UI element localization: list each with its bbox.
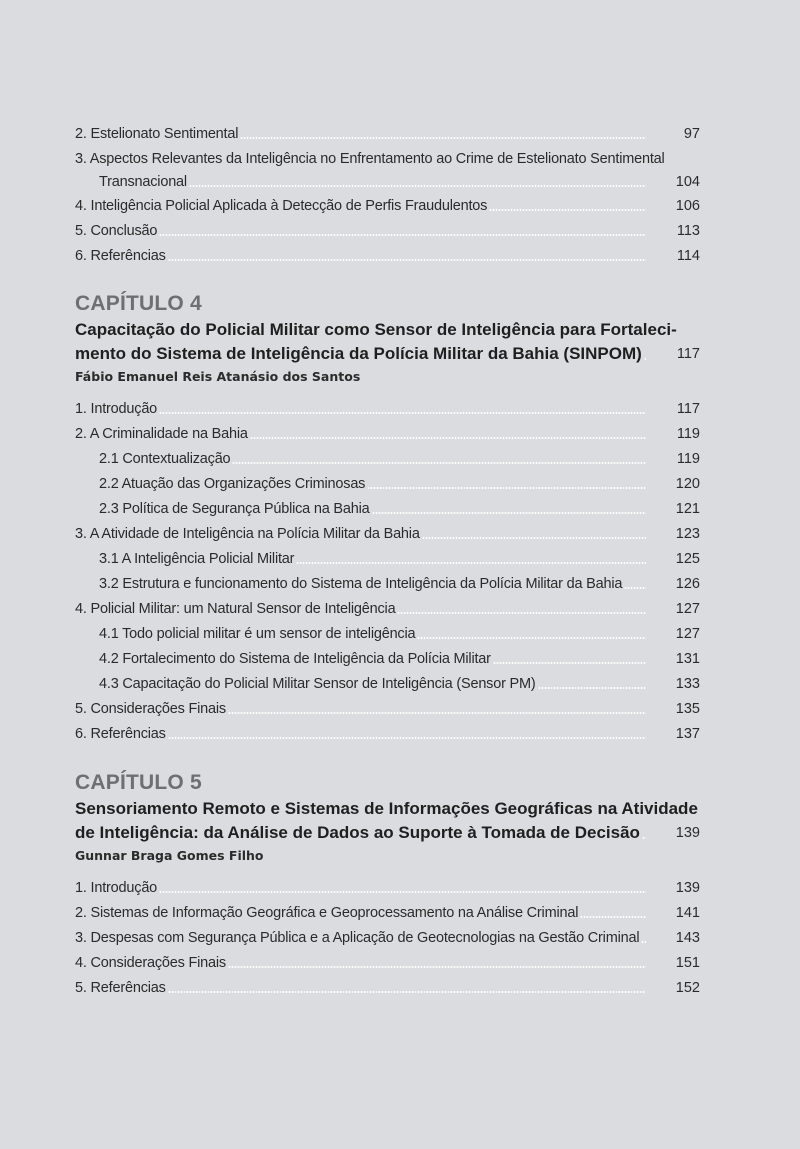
toc-entry-label: 6. Referências bbox=[75, 248, 166, 264]
dot-leader bbox=[624, 587, 646, 589]
toc-entry-label: Transnacional bbox=[99, 174, 187, 190]
dot-leader bbox=[232, 462, 646, 464]
toc-entry-label: 2.2 Atuação das Organizações Criminosas bbox=[99, 476, 366, 492]
toc-subentry[interactable] bbox=[75, 568, 700, 593]
dot-leader bbox=[250, 437, 646, 439]
toc-entry[interactable] bbox=[75, 418, 700, 443]
dot-leader bbox=[489, 209, 646, 211]
toc-entry-page: 97 bbox=[683, 126, 700, 142]
dot-leader bbox=[538, 687, 646, 689]
dot-leader bbox=[580, 916, 646, 918]
toc-subentry[interactable] bbox=[75, 543, 700, 568]
toc-entry[interactable] bbox=[75, 393, 700, 418]
chapter-title[interactable] bbox=[75, 797, 700, 845]
chapter-label: CAPÍTULO 5 bbox=[75, 771, 202, 794]
toc-entry-page: 117 bbox=[676, 401, 700, 417]
toc-entry-label: 1. Introdução bbox=[75, 401, 158, 417]
dot-leader bbox=[641, 941, 646, 943]
toc-entry-page: 143 bbox=[675, 930, 700, 946]
toc-subentry[interactable] bbox=[75, 468, 700, 493]
toc-entry-page: 120 bbox=[675, 476, 700, 492]
dot-leader bbox=[168, 991, 646, 993]
toc-entry-label: 5. Referências bbox=[75, 980, 166, 996]
toc-entry[interactable] bbox=[75, 240, 700, 265]
toc-entry-page: 114 bbox=[676, 248, 700, 264]
toc-entry-page: 133 bbox=[675, 676, 700, 692]
toc-entry[interactable] bbox=[75, 215, 700, 240]
toc-subentry[interactable] bbox=[75, 618, 700, 643]
toc-entry[interactable] bbox=[75, 718, 700, 743]
toc-entry-page: 127 bbox=[675, 601, 700, 617]
toc-entry-label: 5. Considerações Finais bbox=[75, 701, 226, 717]
dot-leader bbox=[159, 234, 646, 236]
toc-entry-label: 6. Referências bbox=[75, 726, 166, 742]
toc-entry-page: 137 bbox=[675, 726, 700, 742]
toc-entry[interactable] bbox=[75, 143, 700, 168]
toc-subentry[interactable] bbox=[75, 643, 700, 668]
toc-entry-page: 104 bbox=[675, 174, 700, 190]
chapter-title-line bbox=[75, 318, 700, 342]
toc-entry-page: 125 bbox=[675, 551, 700, 567]
toc-entry-page: 123 bbox=[675, 526, 700, 542]
dot-leader bbox=[372, 512, 646, 514]
toc-entry-label: 3.2 Estrutura e funcionamento do Sistema de Inteligência da Polícia Militar da Bahia bbox=[99, 576, 623, 592]
dot-leader bbox=[417, 637, 646, 639]
chapter-label: CAPÍTULO 4 bbox=[75, 292, 202, 315]
chapter-title-line bbox=[75, 821, 700, 845]
dot-leader bbox=[228, 712, 646, 714]
chapter-page: 139 bbox=[675, 825, 700, 841]
toc-entry-label: 4. Policial Militar: um Natural Sensor de Inteligência bbox=[75, 601, 396, 617]
chapter-title-text: Capacitação do Policial Militar como Sensor de Inteligência para Fortaleci- bbox=[75, 320, 677, 339]
toc-entry-page: 152 bbox=[675, 980, 700, 996]
toc-entry-label: 1. Introdução bbox=[75, 880, 158, 896]
toc-entry-page: 126 bbox=[675, 576, 700, 592]
toc-entry-page: 106 bbox=[675, 198, 700, 214]
toc-entry-label: 3.1 A Inteligência Policial Militar bbox=[99, 551, 295, 567]
chapter-title-line bbox=[75, 797, 700, 821]
toc-entry[interactable] bbox=[75, 872, 700, 897]
dot-leader bbox=[168, 259, 646, 261]
dot-leader bbox=[644, 358, 646, 360]
chapter-title-text: de Inteligência: da Análise de Dados ao Suporte à Tomada de Decisão bbox=[75, 823, 640, 842]
chapter-author: Fábio Emanuel Reis Atanásio dos Santos bbox=[75, 369, 361, 384]
toc-entry-label: 2. Estelionato Sentimental bbox=[75, 126, 239, 142]
toc-entry-label: 5. Conclusão bbox=[75, 223, 158, 239]
toc-entry[interactable] bbox=[75, 118, 700, 143]
toc-entry-label: 3. Aspectos Relevantes da Inteligência no Enfrentamento ao Crime de Estelionato Sentimental bbox=[75, 151, 665, 167]
dot-leader bbox=[422, 537, 646, 539]
dot-leader bbox=[168, 737, 646, 739]
dot-leader bbox=[159, 412, 646, 414]
toc-entry-page: 119 bbox=[676, 451, 700, 467]
toc-entry-label: 3. Despesas com Segurança Pública e a Aplicação de Geotecnologias na Gestão Criminal bbox=[75, 930, 640, 946]
dot-leader bbox=[159, 891, 646, 893]
toc-subentry[interactable] bbox=[75, 443, 700, 468]
toc-entry-page: 151 bbox=[675, 955, 700, 971]
toc-entry-label: 4.2 Fortalecimento do Sistema de Inteligência da Polícia Militar bbox=[99, 651, 491, 667]
chapter-title[interactable] bbox=[75, 318, 700, 366]
toc-entry-label: 3. A Atividade de Inteligência na Polícia Militar da Bahia bbox=[75, 526, 420, 542]
toc-entry-label: 4. Inteligência Policial Aplicada à Detecção de Perfis Fraudulentos bbox=[75, 198, 488, 214]
toc-entry-label: 4.1 Todo policial militar é um sensor de inteligência bbox=[99, 626, 416, 642]
toc-entry[interactable] bbox=[75, 518, 700, 543]
toc-entry-label: 2.1 Contextualização bbox=[99, 451, 231, 467]
toc-subentry[interactable] bbox=[75, 668, 700, 693]
toc-entry-label: 4. Considerações Finais bbox=[75, 955, 226, 971]
toc-entry-label: 2. A Criminalidade na Bahia bbox=[75, 426, 248, 442]
toc-subentry[interactable] bbox=[75, 493, 700, 518]
toc-entry-label: 2. Sistemas de Informação Geográfica e Geoprocessamento na Análise Criminal bbox=[75, 905, 579, 921]
toc-entry[interactable] bbox=[75, 972, 700, 997]
dot-leader bbox=[493, 662, 646, 664]
toc-entry-page: 121 bbox=[675, 501, 700, 517]
toc-entry[interactable] bbox=[75, 947, 700, 972]
dot-leader bbox=[642, 837, 646, 839]
toc-entry-page: 131 bbox=[675, 651, 700, 667]
toc-entry-continuation[interactable] bbox=[75, 166, 700, 191]
toc-entry-page: 139 bbox=[675, 880, 700, 896]
chapter-title-text: mento do Sistema de Inteligência da Polícia Militar da Bahia (SINPOM) bbox=[75, 344, 642, 363]
toc-entry-page: 127 bbox=[675, 626, 700, 642]
toc-entry[interactable] bbox=[75, 593, 700, 618]
dot-leader bbox=[397, 612, 646, 614]
toc-entry-page: 141 bbox=[675, 905, 700, 921]
toc-entry[interactable] bbox=[75, 922, 700, 947]
chapter-author: Gunnar Braga Gomes Filho bbox=[75, 848, 264, 863]
dot-leader bbox=[189, 185, 646, 187]
dot-leader bbox=[240, 137, 646, 139]
chapter-title-text: Sensoriamento Remoto e Sistemas de Informações Geográficas na Atividade bbox=[75, 799, 698, 818]
dot-leader bbox=[296, 562, 646, 564]
toc-entry-page: 113 bbox=[676, 223, 700, 239]
dot-leader bbox=[367, 487, 646, 489]
toc-entry-label: 4.3 Capacitação do Policial Militar Sensor de Inteligência (Sensor PM) bbox=[99, 676, 536, 692]
toc-entry[interactable] bbox=[75, 190, 700, 215]
toc-entry-page: 135 bbox=[675, 701, 700, 717]
toc-entry-page: 119 bbox=[676, 426, 700, 442]
toc-entry[interactable] bbox=[75, 693, 700, 718]
chapter-title-line bbox=[75, 342, 700, 366]
toc-entry-label: 2.3 Política de Segurança Pública na Bahia bbox=[99, 501, 370, 517]
chapter-page: 117 bbox=[676, 346, 700, 362]
dot-leader bbox=[228, 966, 646, 968]
toc-entry[interactable] bbox=[75, 897, 700, 922]
